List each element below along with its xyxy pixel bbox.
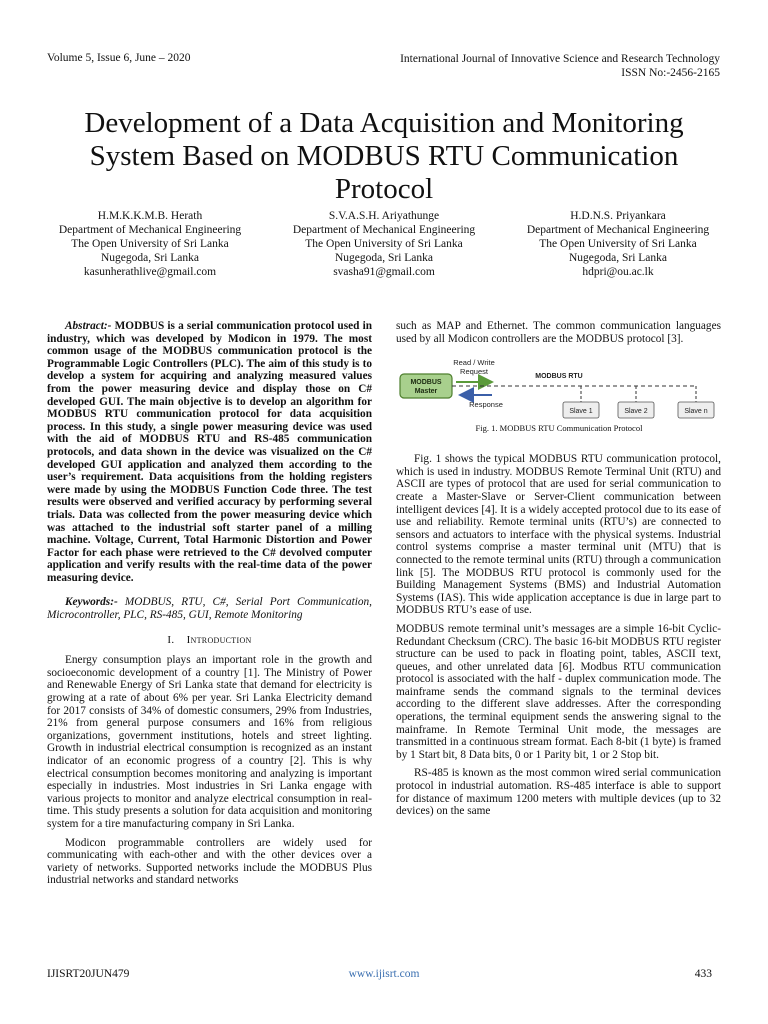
paper-code: IJISRT20JUN479	[47, 968, 130, 980]
paper-title: Development of a Data Acquisition and Monitoring System Based on MODBUS RTU Communication Protocol	[84, 107, 684, 206]
journal-header	[400, 52, 720, 80]
author-city: Nugegoda, Sri Lanka	[100, 252, 200, 264]
master-label-line2: Master	[414, 388, 438, 396]
intro-paragraph-2: Modicon programmable controllers are widely used for communicating with each-other and with the other devices over a variety of networks. Supported networks include the MODBUS Plus industrial networks and standard networks	[47, 836, 372, 887]
author-email: svasha91@gmail.com	[333, 266, 435, 278]
author-name: H.M.K.K.M.B. Herath	[97, 210, 203, 222]
author-2	[264, 209, 504, 279]
figure-caption: Fig. 1. MODBUS RTU Communication Protocol	[475, 423, 643, 434]
author-city: Nugegoda, Sri Lanka	[568, 252, 668, 264]
response-label: Response	[469, 400, 503, 410]
author-univ: The Open University of Sri Lanka	[71, 238, 229, 250]
author-city: Nugegoda, Sri Lanka	[334, 252, 434, 264]
figure-modbus-rtu	[396, 357, 721, 467]
author-dept: Department of Mechanical Engineering	[292, 224, 476, 236]
section-number: I.	[167, 633, 175, 646]
keywords-label: Keywords:-	[65, 596, 118, 609]
right-column	[396, 320, 721, 824]
bus-label: MODBUS RTU	[535, 373, 583, 381]
request-label-line2: Request	[460, 367, 488, 377]
volume-info: Volume 5, Issue 6, June – 2020	[47, 52, 191, 64]
right-paragraph-3: RS-485 is known as the most common wired serial communication protocol in industrial automation. RS-485 interface is able to support for distance of maximum 1200 meters with multiple devices (up to 32 devices) on the same	[396, 767, 721, 818]
right-paragraph-1: Fig. 1 shows the typical MODBUS RTU communication protocol, which is used in industry. MODBUS Remote Terminal Unit (RTU) and ASCII are types of protocol that are used for serial communication to create a Master-Slave or Server-Client communication between intelligent devices [4]. It is a widely accepted protocol due to its ease of use and reliability. Remote terminal units (RTU’s) are connected to sensors and actuators to interface with the physical systems. Industrial control systems comprise a master terminal unit (MTU) that is connected to the remote terminal units (RTU) through a communication link [5]. The MODBUS RTU protocol is commonly used for the Building Management Systems (BMS) and Industrial Automation Systems (IAS). This wide application acceptance is due in large part to MODBUS RTU’s ease of use.	[396, 453, 721, 617]
section-heading	[47, 634, 372, 647]
author-1	[30, 209, 270, 279]
author-name: H.D.N.S. Priyankara	[570, 210, 666, 222]
modbus-diagram	[396, 357, 721, 467]
author-name: S.V.A.S.H. Ariyathunge	[328, 210, 440, 222]
author-univ: The Open University of Sri Lanka	[305, 238, 463, 250]
slave-1-label: Slave 1	[569, 408, 593, 416]
journal-website-link[interactable]: www.ijisrt.com	[348, 968, 420, 980]
page-number: 433	[694, 968, 712, 980]
intro-paragraph-1: Energy consumption plays an important role in the growth and socioeconomic development of a country [1]. The Ministry of Power and Renewable Energy of Sri Lanka state that demand for electricity is growing at a rate of about 6% per year. Sri Lanka Electricity demand for 2017 consists of 34% of domestic consumers, 29% from Industries, 21% from general purpose consumers and 16% from religious organizations, government institutions, hotels and street lighting. Growth in industrial electrical consumption is recognized as an instant indicator of an economic progress of a country [2]. This is why electrical consumption becomes monitoring and analyzing is important especially in industries. Most industries in Sri Lanka engage with various projects to monitor and analyze electrical consumption in real-time. This study presents a solution for data acquisition and monitoring system for a tire manufacturing company in Sri Lanka.	[47, 654, 372, 830]
request-label-line1: Read / Write	[453, 358, 495, 368]
continued-paragraph: such as MAP and Ethernet. The common communication languages used by all Modicon controllers are the MODBUS protocol [3].	[396, 320, 721, 345]
section-title: Introduction	[186, 633, 252, 646]
abstract-label: Abstract:-	[65, 320, 112, 332]
left-column	[47, 320, 372, 893]
author-email: kasunherathlive@gmail.com	[83, 266, 217, 278]
issn: ISSN No:-2456-2165	[621, 67, 720, 79]
journal-name: International Journal of Innovative Science and Research Technology	[400, 53, 720, 65]
slave-n-label: Slave n	[684, 408, 708, 416]
author-univ: The Open University of Sri Lanka	[539, 238, 697, 250]
author-3	[498, 209, 738, 279]
keywords	[47, 596, 372, 621]
abstract	[47, 320, 372, 584]
author-dept: Department of Mechanical Engineering	[526, 224, 710, 236]
author-email: hdpri@ou.ac.lk	[582, 266, 654, 278]
keywords-text: MODBUS, RTU, C#, Serial Port Communication, Microcontroller, PLC, RS-485, GUI, Remote Monitoring	[47, 596, 373, 622]
master-label-line1: MODBUS	[410, 379, 442, 387]
slave-2-label: Slave 2	[624, 408, 648, 416]
right-paragraph-2: MODBUS remote terminal unit’s messages are a simple 16-bit Cyclic-Redundant Checksum (CRC). The basic 16-bit MODBUS RTU register structure can be used to pack in floating point, tables, ASCII text, queues, and other unrelated data [6]. Modbus RTU communication protocol is associated with the half - duplex communication mode. The mainframe sends the command signals to the terminal devices according to the different slave addresses. After the corresponding operations, the terminal equipment sends the answering signal to the mainframe. In Remote Terminal Unit mode, the messages are transmitted in a continuous stream format. Each 8-bit (1 byte) is framed by 1 Start bit, 8 Data bits, 0 or 1 Parity bit, 1 or 2 Stop bit.	[396, 622, 721, 761]
abstract-text: MODBUS is a serial communication protocol used in industry, which was developed by Modicon in 1979. The most common usage of the MODBUS communication protocol is the Programmable Logic Controllers (PLC). The aim of this study is to develop a system for acquiring and analyzing measured values from the power measuring device and display those on C# developed GUI. The main objective is to develop an algorithm for MODBUS RTU communication protocol for data acquisition process. In this study, a single power measuring device was used with the aid of MODBUS RTU and RS-485 communication protocols, and data shown in the device was visualized on the C# developed GUI application and analyzed them according to the user’s requirement. Data acquisitions from the holding registers were made by using the MODBUS Function Code three. The test results were observed and verified accuracy by performing several trials. Data was collected from the power measuring device which was attached to the industrial soft starter panel of a milling machine. Voltage, Current, Total Harmonic Distortion and Power Factor for each phase were retrieved to the C# devolved computer application and verify results with the real-time data of the power measuring device.	[47, 320, 373, 584]
author-dept: Department of Mechanical Engineering	[58, 224, 242, 236]
